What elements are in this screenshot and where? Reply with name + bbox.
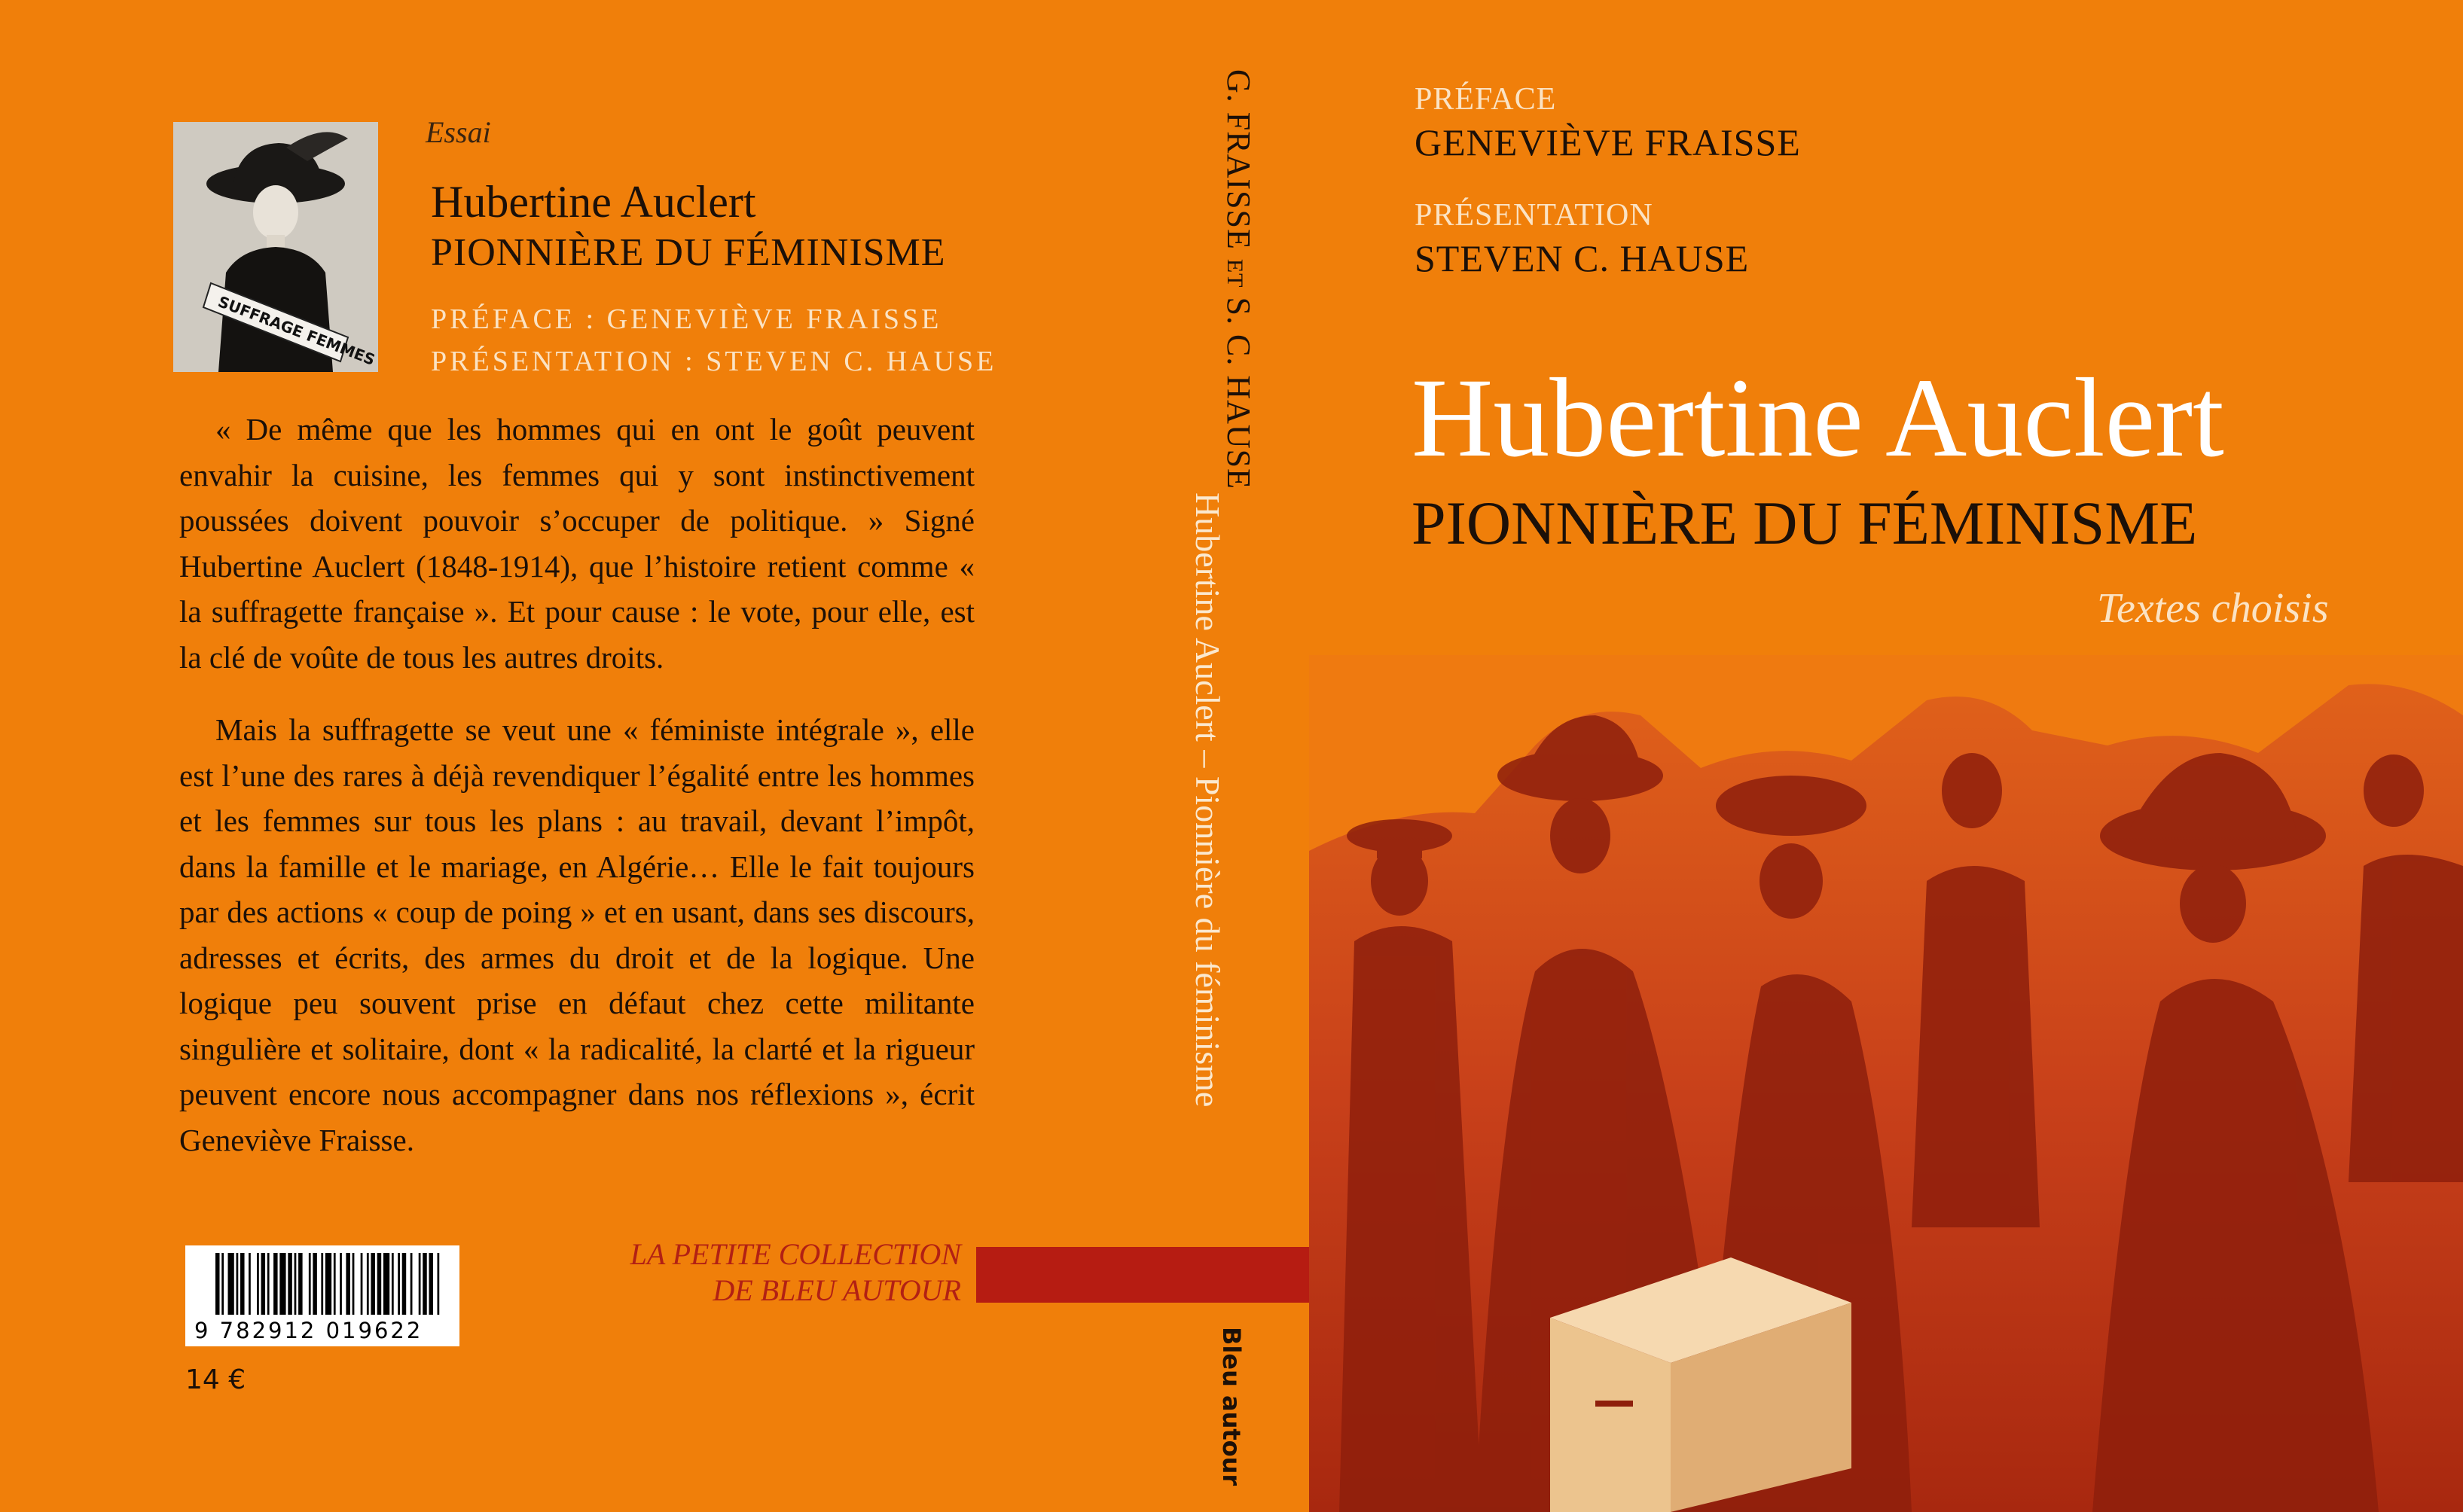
barcode-bar (279, 1253, 285, 1315)
spine-publisher: Bleu autour (1217, 1327, 1246, 1486)
portrait-photo-icon (173, 122, 378, 372)
front-subtitle-2: Textes choisis (2097, 585, 2329, 632)
spine-author-2: S. C. HAUSE (1220, 297, 1257, 489)
barcode-bar (309, 1253, 311, 1315)
back-presentation-credit: PRÉSENTATION : STEVEN C. HAUSE (431, 346, 997, 377)
barcode-bar (334, 1253, 336, 1315)
front-presentation-label: PRÉSENTATION (1415, 198, 1653, 233)
collection-name (572, 1236, 961, 1309)
author-photo (173, 122, 378, 372)
barcode-bar (288, 1253, 292, 1315)
barcode-bar (237, 1253, 239, 1315)
barcode-bar (257, 1253, 259, 1315)
back-blurb (179, 407, 975, 1163)
barcode-bar (410, 1253, 413, 1315)
isbn-number: 9 782912 019622 (194, 1318, 423, 1343)
barcode-bar (367, 1253, 369, 1315)
photo-sash-text: SUFFRAGE FEMMES (215, 292, 378, 369)
barcode-bar (398, 1253, 400, 1315)
barcode-bar (325, 1253, 331, 1315)
barcode-bar (321, 1253, 323, 1315)
barcode-bar (340, 1253, 342, 1315)
barcode-bar (267, 1253, 270, 1315)
collection-line-1: LA PETITE COLLECTION (630, 1237, 961, 1271)
suffragette-scene-illustration-icon (1309, 655, 2463, 1512)
back-subtitle: PIONNIÈRE DU FÉMINISME (431, 231, 946, 274)
barcode-bar (377, 1253, 382, 1315)
barcode (185, 1245, 459, 1346)
barcode-bar (249, 1253, 251, 1315)
barcode-bar (419, 1253, 421, 1315)
barcode-bar (429, 1253, 433, 1315)
barcode-bar (215, 1253, 220, 1315)
spine-conjunction: ET (1222, 258, 1247, 288)
barcode-bar (402, 1253, 407, 1315)
collection-line-2: DE BLEU AUTOUR (713, 1273, 961, 1307)
barcode-bar (353, 1253, 355, 1315)
spine-authors (1219, 69, 1258, 489)
barcode-bar (423, 1253, 427, 1315)
back-title: Hubertine Auclert (431, 177, 756, 227)
spine-title: Hubertine Auclert – Pionnière du féminisme (1189, 492, 1227, 1108)
cover-illustration (1309, 655, 2463, 1512)
blurb-paragraph: Mais la suffragette se veut une « féministe intégrale », elle est l’une des rares à déjà revendiquer l’égalité entre les hommes et les femmes sur tous les plans : au travail, devant l’impôt, dans la famille et le mariage, en Algérie… Elle le fait toujours par des actions « coup de poing » et en usant, dans ses discours, adresses et écrits, des armes du droit et de la logique. Une logique peu souvent prise en défaut chez cette militante singulière et solitaire, dont « la radicalité, la clarté et la rigueur peuvent encore nous accompagner dans nos réflexions », écrit Geneviève Fraisse. (179, 712, 975, 1157)
barcode-bar (261, 1253, 266, 1315)
price: 14 € (185, 1364, 246, 1395)
front-subtitle: PIONNIÈRE DU FÉMINISME (1412, 489, 2198, 557)
barcode-bar (392, 1253, 394, 1315)
barcode-bar (298, 1253, 303, 1315)
barcode-bar (437, 1253, 439, 1315)
red-band (976, 1247, 1312, 1303)
blurb-paragraph: « De même que les hommes qui en ont le goût peuvent envahir la cuisine, les femmes qui y sont instinctivement poussées doivent pouvoir s’occuper de politique. » Signé Hubertine Auclert (1848-1914), que l’histoire retient comme « la suffragette française ». Et pour cause : le vote, pour elle, est la clé de voûte de tous les autres droits. (179, 412, 975, 675)
barcode-bar (313, 1253, 317, 1315)
barcode-bar (273, 1253, 278, 1315)
front-preface-label: PRÉFACE (1415, 82, 1557, 117)
barcode-bar (221, 1253, 224, 1315)
back-genre-label: Essai (426, 115, 491, 149)
front-title: Hubertine Auclert (1412, 355, 2224, 480)
front-presentation-name: STEVEN C. HAUSE (1415, 237, 1750, 279)
front-preface-name: GENEVIÈVE FRAISSE (1415, 121, 1801, 163)
barcode-bar (228, 1253, 234, 1315)
barcode-bar (240, 1253, 245, 1315)
barcode-bar (371, 1253, 375, 1315)
spine-author-1: G. FRAISSE (1220, 69, 1257, 250)
barcode-bar (295, 1253, 297, 1315)
barcode-icon (215, 1253, 441, 1315)
barcode-bar (361, 1253, 363, 1315)
back-preface-credit: PRÉFACE : GENEVIÈVE FRAISSE (431, 303, 942, 335)
barcode-bar (346, 1253, 350, 1315)
barcode-bar (383, 1253, 389, 1315)
